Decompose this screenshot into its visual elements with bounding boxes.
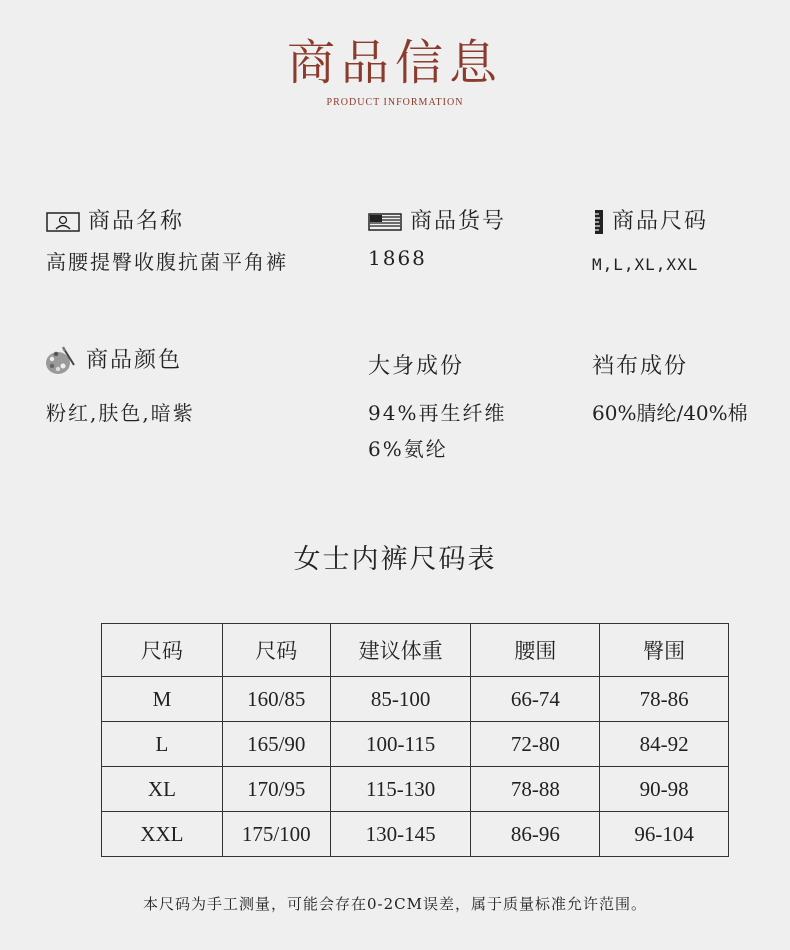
table-cell: L [102, 722, 223, 767]
info-name-label: 商品名称 [88, 209, 185, 234]
flag-icon [368, 212, 402, 236]
table-cell: 85-100 [330, 677, 471, 722]
table-cell: 66-74 [471, 677, 600, 722]
info-color-header [44, 343, 182, 382]
measurement-note: 本尺码为手工测量，可能会存在0-2CM误差，属于质量标准允许范围。 [143, 895, 647, 913]
info-name-value: 高腰提臀收腹抗菌平角裤 [46, 250, 288, 274]
table-cell: M [102, 677, 223, 722]
info-body-value-line2: 6%氨纶 [368, 437, 448, 461]
info-body-label: 大身成份 [368, 354, 465, 379]
info-code-value: 1868 [368, 246, 427, 270]
table-header-cell: 腰围 [471, 624, 600, 677]
size-table [101, 623, 729, 857]
info-size-value: M,L,XL,XXL [592, 255, 699, 274]
table-cell: 170/95 [222, 767, 330, 812]
page-title: 商品信息 [286, 35, 503, 91]
table-cell: 165/90 [222, 722, 330, 767]
table-cell: 90-98 [600, 767, 729, 812]
info-name-header [46, 204, 184, 236]
info-crotch-value: 60%腈纶/40%棉 [592, 401, 748, 425]
table-cell: 86-96 [471, 812, 600, 857]
table-cell: 96-104 [600, 812, 729, 857]
table-cell: 78-86 [600, 677, 729, 722]
table-cell: 115-130 [330, 767, 471, 812]
info-color-value: 粉红,肤色,暗紫 [46, 401, 195, 425]
ruler-icon [592, 209, 606, 239]
table-row [102, 812, 729, 857]
info-crotch-label: 裆布成份 [592, 354, 689, 379]
info-code-label: 商品货号 [410, 209, 507, 234]
table-cell: 130-145 [330, 812, 471, 857]
table-cell: 100-115 [330, 722, 471, 767]
table-cell: 160/85 [222, 677, 330, 722]
table-cell: 175/100 [222, 812, 330, 857]
table-cell: 72-80 [471, 722, 600, 767]
table-header-cell: 臀围 [600, 624, 729, 677]
size-table-title: 女士内裤尺码表 [293, 544, 497, 575]
table-header-row [102, 624, 729, 677]
info-body-value-line1: 94%再生纤维 [368, 401, 507, 425]
info-size-label: 商品尺码 [612, 209, 709, 234]
page-subtitle: PRODUCT INFORMATION [326, 97, 464, 108]
table-cell: XXL [102, 812, 223, 857]
table-row [102, 767, 729, 812]
table-header-cell: 尺码 [102, 624, 223, 677]
palette-icon [44, 344, 78, 382]
table-cell: 78-88 [471, 767, 600, 812]
table-header-cell: 尺码 [222, 624, 330, 677]
table-cell: XL [102, 767, 223, 812]
table-row [102, 677, 729, 722]
info-code-header [368, 204, 506, 236]
person-card-icon [46, 212, 80, 236]
info-size-header [592, 204, 708, 239]
table-row [102, 722, 729, 767]
table-header-cell: 建议体重 [330, 624, 471, 677]
table-cell: 84-92 [600, 722, 729, 767]
info-color-label: 商品颜色 [86, 348, 183, 373]
